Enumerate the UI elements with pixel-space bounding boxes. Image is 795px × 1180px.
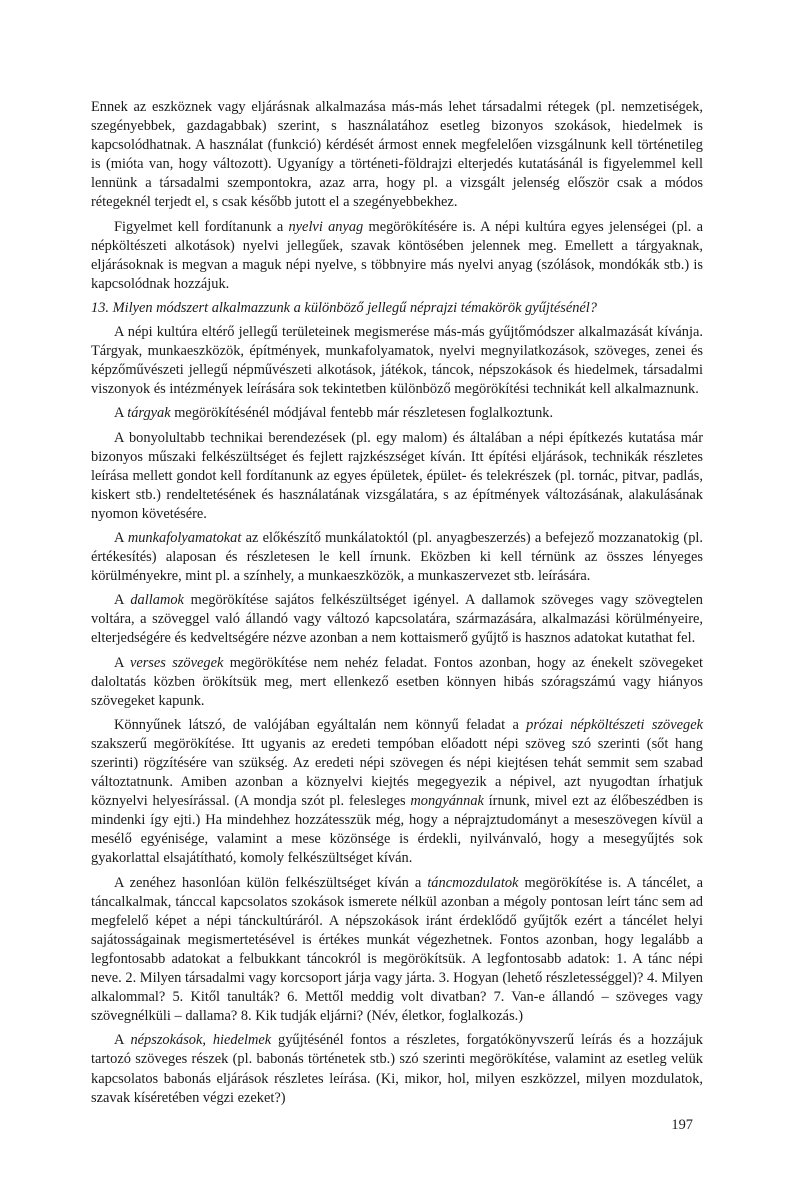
paragraph-gyujtomodszer <box>91 323 703 399</box>
text-run: megörökítésére is. A népi kultúra egyes jelenségei (pl. a népköltészeti alkotások) nyelvi jellegűek, szavak köntösében jelennek meg. Emellett a tárgyaknak, eljárásoknak is megvan a maguk népi nyelve, s többnyire más nyelvi anyag (szólások, mondókák stb.) is kapcsolódnak hozzájuk. <box>91 218 703 292</box>
text-run: szakszerű megörökítése. Itt ugyanis az eredeti tempóban előadott népi szöveg szó szerinti (sőt hang szerinti) rögzítésére van szükség. Az eredeti népi szövegen és népi kiejtésen tehát semmit sem szabad változtatnunk. Amiben azonban a köznyelvi kiejtés megegyezik a népivel, azt nyugodtan írhatjuk köznyelvi helyesírással. (A mondja szót pl. felesleges <box>91 735 703 810</box>
paragraph-intro <box>91 98 703 213</box>
page-number: 197 <box>671 1117 693 1133</box>
question-text: 13. Milyen módszert alkalmazzunk a különböző jellegű néprajzi témakörök gyűjtésénél? <box>91 299 597 316</box>
text-run: Ennek az eszköznek vagy eljárásnak alkalmazása más-más lehet társadalmi rétegek (pl. nemzetiségek, szegényebbek, gazdagabbak) szerint, s használatához esetleg bizonyos szokások, hiedelmek is kapcsolódhatnak. A használat (funkció) kérdését ármost ennek megfelelően vizsgálnunk kell történetileg is (mióta van, hogy változott). Ugyanígy a történeti-földrajzi elterjedés kutatásánál is figyelemmel kell lennünk a társadalmi szempontokra, azaz arra, hogy pl. a vizsgált jelenség először csak a módos rétegeknél terjedt el, s csak később jutott el a szegényebbekhez. <box>91 99 703 211</box>
emphasis-term: mongyánnak <box>410 793 484 810</box>
text-run: Figyelmet kell fordítanunk a <box>114 218 289 235</box>
text-run: megörökítésénél módjával fentebb már részletesen foglalkoztunk. <box>170 405 554 422</box>
paragraph-technikai-berendezesek <box>91 429 703 524</box>
emphasis-term: nyelvi anyag <box>288 218 364 235</box>
text-run: megörökítése is. A táncélet, a táncalkalmak, tánccal kapcsolatos szokások ismerete nélkül azonban a mégoly pontosan leírt tánc sem ad megfelelő képet a népi tánckultúráról. A népszokások iránt érdeklődő gyűjtők ezért a táncélet helyi sajátosságainak megismertetésével is értékes munkát végezhetnek. Fontos azonban, hogy legalább a legfontosabb adatokat a felbukkant táncokról is megörökítsük. A legfontosabb adatok: 1. A tánc népi neve. 2. Milyen társadalmi vagy korcsoport járja vagy járta. 3. Hogyan (lehető részletességgel)? 4. Milyen alkalommal? 5. Kitől tanulták? 6. Mettől meddig volt divatban? 7. Van-e állandó – szöveges vagy szövegnélküli – dallama? 8. Kik tudják eljárni? (Név, életkor, foglalkozás.) <box>91 874 703 1025</box>
text-run: megörökítése nem nehéz feladat. Fontos azonban, hogy az énekelt szövegeket daloltatás közben örökítsük meg, mert ellenkező esetben könnyen hibás szóragszámú vagy hiányos szövegeket kapunk. <box>91 654 704 709</box>
paragraph-nyelvi-anyag <box>91 218 703 294</box>
paragraph-prozai-szovegek <box>91 716 703 869</box>
paragraph-dallamok <box>91 591 703 648</box>
paragraph-nepszokasok <box>91 1031 703 1107</box>
text-run: A népi kultúra eltérő jellegű területeinek megismerése más-más gyűjtőmódszer alkalmazását kívánja. Tárgyak, munkaeszközök, építmények, munkafolyamatok, nyelvi megnyilatkozások, szöveges, zenei és képzőművészeti jellegű népművészeti alkotások, játékok, táncok, népszokások és hiedelmek, társadalmi viszonyok és intézmények leírására sok tekintetben különböző megörökítési technikát kell alkalmaznunk. <box>91 324 703 398</box>
text-run: A <box>114 405 128 422</box>
paragraph-verses-szovegek <box>91 654 703 711</box>
emphasis-term: tárgyak <box>127 405 171 422</box>
emphasis-term: népszokások, hiedelmek <box>130 1032 272 1049</box>
text-run: írnunk, mivel ezt az élőbeszédben is mindenki így ejti.) Ha mindehhez hozzátesszük még, hogy a néprajztudományt a meseszövegen kívül a mesélő egyénisége, valamint a mese közönsége is érdekli, nyilvánvaló, hogy a mesegyűjtés sok gyakorlattal elsajátítható, komoly felkészültséget kíván. <box>91 793 704 867</box>
body-text <box>91 98 703 1113</box>
text-run: megörökítése sajátos felkészültséget igényel. A dallamok szöveges vagy szövegtelen voltára, a szöveggel való állandó vagy változó kapcsolatára, származására, alkalmazási körülményeire, elterjedségére és kedveltségére nézve azonban a nem kottaismerő gyűjtő is hasznos adatokat kutathat fel. <box>91 592 703 647</box>
text-run: A zenéhez hasonlóan külön felkészültséget kíván a <box>114 874 428 891</box>
text-run: A bonyolultabb technikai berendezések (pl. egy malom) és általában a népi építkezés kutatása már bizonyos műszaki felkészültséget és fejlett rajzkészséget kíván. Itt építési eljárások, technikák részletes leírása mellett gondot kell fordítanunk az egyes épületek, épület- és telekrészek (pl. tornác, pitvar, padlás, kiskert stb.) rendeltetésének és használatának vizsgálatára, s az építmények változásának, alakulásának nyomon követésére. <box>91 429 703 522</box>
text-run: A <box>114 529 128 546</box>
text-run: gyűjtésénél fontos a részletes, forgatókönyvszerű leírás és a hozzájuk tartozó szöveges részek (pl. babonás történetek stb.) szó szerinti megörökítése, valamint az esetleg velük kapcsolatos babonás eljárások részletes leírása. (Ki, mikor, hol, milyen eszközzel, milyen mozdulatok, szavak kíséretében végzi ezeket?) <box>91 1032 703 1106</box>
emphasis-term: prózai népköltészeti szövegek <box>526 716 703 733</box>
text-run: A <box>114 592 131 609</box>
text-run: A <box>114 654 130 671</box>
paragraph-targyak <box>91 404 703 423</box>
paragraph-munkafolyamatok <box>91 529 703 586</box>
emphasis-term: munkafolyamatokat <box>127 529 242 546</box>
text-run: A <box>114 1032 131 1049</box>
emphasis-term: táncmozdulatok <box>427 874 519 891</box>
emphasis-term: verses szövegek <box>129 654 224 671</box>
text-run: az előkészítő munkálatoktól (pl. anyagbeszerzés) a befejező mozzanatokig (pl. értékesítés) alaposan és részletesen le kell írnunk. Eközben ki kell térnünk az összes lényeges körülményekre, mint pl. a színhely, a munkaeszközök, a munkaszervezet stb. leírására. <box>91 529 704 585</box>
text-run: Könnyűnek látszó, de valójában egyáltalán nem könnyű feladat a <box>114 716 527 733</box>
paragraph-tancmozdulatok <box>91 874 703 1027</box>
emphasis-term: dallamok <box>130 592 184 609</box>
question-heading <box>91 299 703 318</box>
